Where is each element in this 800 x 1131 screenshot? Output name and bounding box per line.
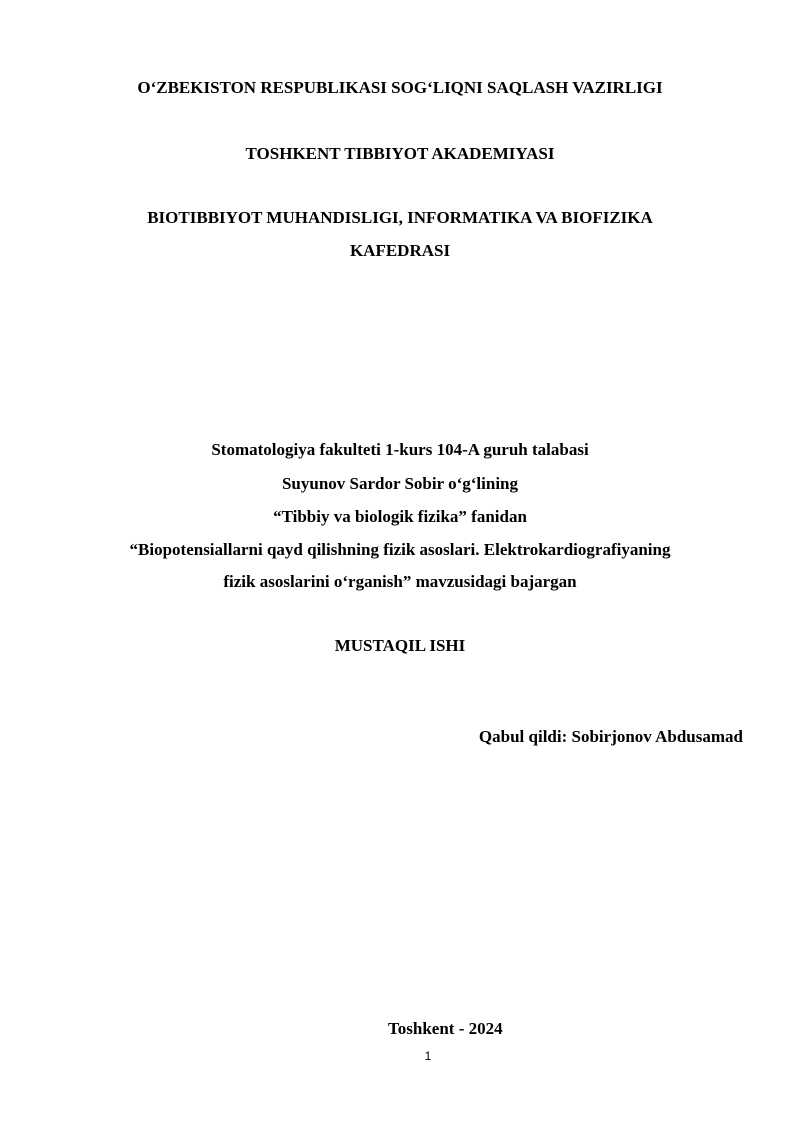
academy-heading: TOSHKENT TIBBIYOT AKADEMIYASI <box>245 144 555 163</box>
topic-line-2: fizik asoslarini o‘rganish” mavzusidagi bajargan <box>223 572 577 591</box>
ministry-heading: O‘ZBEKISTON RESPUBLIKASI SOG‘LIQNI SAQLASH VAZIRLIGI <box>137 78 663 97</box>
work-title: MUSTAQIL ISHI <box>334 636 466 655</box>
subject-line: “Tibbiy va biologik fizika” fanidan <box>273 507 527 526</box>
city-year: Toshkent - 2024 <box>388 1019 503 1038</box>
student-faculty-line: Stomatologiya fakulteti 1-kurs 104-A guruh talabasi <box>211 440 589 459</box>
page-number: 1 <box>424 1049 432 1063</box>
receiver-line: Qabul qildi: Sobirjonov Abdusamad <box>478 727 743 746</box>
student-name-line: Suyunov Sardor Sobir o‘g‘lining <box>281 474 519 493</box>
topic-line-1: “Biopotensiallarni qayd qilishning fizik asoslari. Elektrokardiografiyaning <box>129 540 671 559</box>
department-heading-line-1: BIOTIBBIYOT MUHANDISLIGI, INFORMATIKA VA BIOFIZIKA <box>147 208 653 227</box>
department-heading-line-2: KAFEDRASI <box>349 241 451 260</box>
